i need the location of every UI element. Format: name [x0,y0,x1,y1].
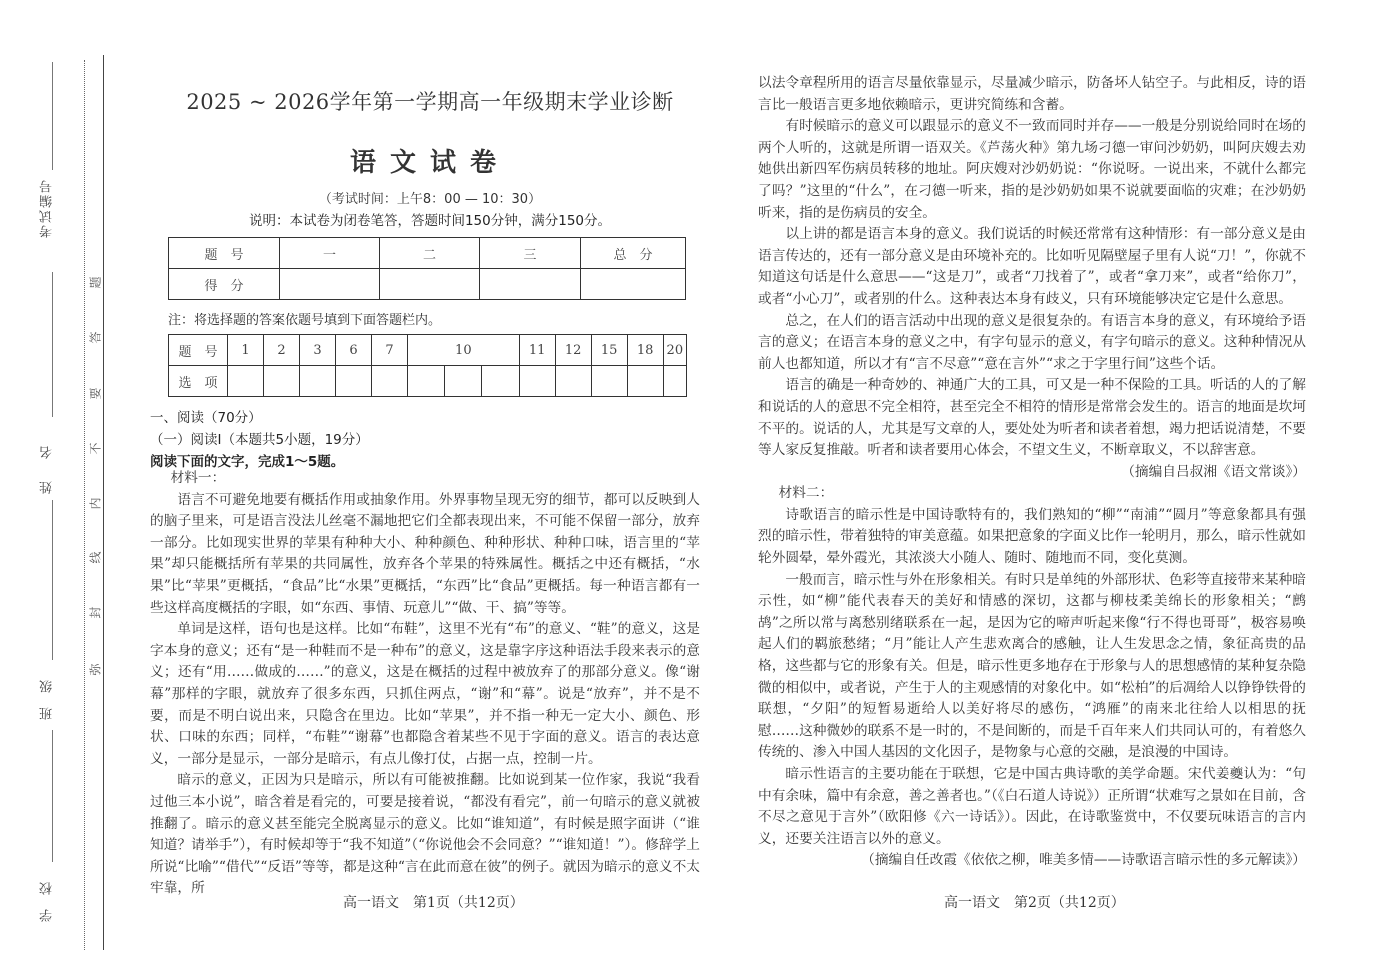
seal-char: 答 [88,331,103,344]
answer-cell[interactable] [482,366,519,397]
page1-footer: 高一语文 第1页（共12页） [343,895,524,911]
name-blank[interactable] [52,272,53,417]
answer-cell[interactable] [519,366,555,397]
seal-dotted-line [84,60,85,950]
page1-body [150,468,700,900]
answer-cell[interactable] [336,366,372,397]
question-number: 7 [372,335,408,366]
class-label: 班级 [40,666,55,720]
score-header: 二 [380,238,480,269]
exam-number-blank[interactable] [52,62,53,170]
question-number: 3 [300,335,336,366]
source-citation: （摘编自吕叔湘《语文常谈》） [1121,463,1306,480]
answer-note: 注：将选择题的答案依题号填到下面答题栏内。 [168,313,442,328]
subsection-heading: （一）阅读Ⅰ（本题共5小题，19分） [150,432,369,448]
paragraph: 一般而言，暗示性与外在形象相关。有时只是单纯的外部形状、色彩等直接带来某种暗示性，如“柳”能代表春天的美好和情感的深切，这都与柳枝柔美绵长的形象相关；“鹧鸪”之所以常与离愁别绪联系在一起，是因为它的啼声听起来像“行不得也哥哥”，极容易唤起人们的羁旅愁绪；“月”能让人产生悲欢离合的感触，让人生发思念之情，象征高贵的品格，这些都与它的形象有关。但是，暗示性更多地存在于形象与人的思想感情的某种复杂隐微的相似中，或者说，产生于人的主观感情的对象化中。如“松柏”的后凋给人以铮铮铁骨的联想，“夕阳”的短暂易逝给人以美好将尽的感伤，“鸿雁”的南来北往给人以相思的抚慰……这种微妙的联系不是一时的，不是间断的，而是千百年来人们共同认可的，有着悠久传统的、渗入中国人基因的文化因子，是物象与心意的交融，是浪漫的中国诗。 [758,571,1306,761]
seal-char: 不 [88,442,103,455]
answer-cell[interactable] [445,366,482,397]
name-label: 姓名 [40,424,55,494]
answer-cell[interactable] [372,366,408,397]
answer-row-label: 选 项 [169,366,228,397]
answer-cell[interactable] [627,366,663,397]
paragraph: 总之，在人们的语言活动中出现的意义是很复杂的。有语言本身的意义，有环境给予语言的意义；在语言本身的意义之中，有字句显示的意义，有字句暗示的意义。这种种情况从前人也都知道，所以才有“言不尽意”“意在言外”“求之于字里行间”这些个话。 [758,312,1306,372]
question-number: 2 [264,335,300,366]
question-number: 6 [336,335,372,366]
score-header: 一 [280,238,380,269]
score-cell[interactable] [380,269,480,300]
question-number: 18 [627,335,663,366]
question-number: 15 [591,335,627,366]
seal-char: 题 [88,276,103,289]
paragraph: 语言的确是一种奇妙的、神通广大的工具，可又是一种不保险的工具。听话的人的了解和说话的人的意思不完全相符，甚至完全不相符的情形是常常会发生的。语言的地面是坎坷不平的。说话的人，尤其是写文章的人，要处处为听者和读者着想，竭力把话说清楚，不要等人家反复推敲。听者和读者要用心体会，不望文生义，不断章取义，不以辞害意。 [758,377,1306,459]
question-number: 10 [408,335,520,366]
paragraph: 以上讲的都是语言本身的意义。我们说话的时候还常常有这种情形：有一部分意义是由语言传达的，还有一部分意义是由环境补充的。比如听见隔壁屋子里有人说“刀！”，你就不知道这句话是什么意思——“这是刀”，或者“刀找着了”，或者“拿刀来”，或者“给你刀”，或者“小心刀”，或者别的什么。这种表达本身有歧义，只有环境能够决定它是什么意思。 [758,226,1306,307]
seal-char: 内 [88,497,103,510]
paragraph: 暗示性语言的主要功能在于联想，它是中国古典诗歌的美学命题。宋代姜夔认为：“句中有余味，篇中有余意，善之善者也。”（《白石道人诗说》）正所谓“状难写之景如在目前，含不尽之意见于言外”（欧阳修《六一诗话》）。因此，在诗歌鉴赏中，不仅要玩味语言的言内义，还要关注语言以外的意义。 [758,766,1306,847]
answer-cell[interactable] [408,366,445,397]
paragraph: 暗示的意义，正因为只是暗示，所以有可能被推翻。比如说到某一位作家，我说“我看过他三本小说”，暗含着是看完的，可要是接着说，“都没有看完”，前一句暗示的意义就被推翻了。暗示的意义甚至能完全脱离显示的意义。比如“谁知道”，有时候是照字面讲（“谁知道？请举手”），有时候却等于“我不知道”（“你说他会不会同意？”“谁知道！”）。修辞学上所说“比喻”“借代”“反语”等等，都是这种“言在此而意在彼”的例子。就因为暗示的意义不太牢靠，所 [150,772,700,897]
school-label: 学校 [40,868,55,922]
score-header: 题 号 [169,238,280,269]
seal-char: 封 [88,606,103,619]
score-cell[interactable] [480,269,581,300]
exam-number-label: 考试编号 [40,178,55,238]
answer-cell[interactable] [264,366,300,397]
score-header: 总 分 [581,238,686,269]
question-number: 12 [555,335,591,366]
school-blank[interactable] [52,730,53,862]
paragraph: 以法令章程所用的语言尽量依靠显示，尽量减少暗示，防备坏人钻空子。与此相反，诗的语言比一般语言更多地依赖暗示，更讲究简练和含蓄。 [758,75,1306,113]
question-number: 1 [228,335,264,366]
exam-time: （考试时间：上午8：00 — 10：30） [318,192,542,207]
section-heading: 一、阅读（70分） [150,410,262,426]
material2-label: 材料二： [778,485,834,502]
subject-title: 语文试卷 [349,148,510,178]
question-number: 20 [663,335,686,366]
exam-instructions: 说明：本试卷为闭卷笔答，答题时间150分钟，满分150分。 [248,213,612,229]
source-citation: （摘编自任改霞《依依之柳，唯美多情——诗歌语言暗示性的多元解读》） [861,852,1306,869]
paragraph: 语言不可避免地要有概括作用或抽象作用。外界事物呈现无穷的细节，都可以反映到人的脑子里来，可是语言没法儿丝毫不漏地把它们全都表现出来，不可能不保留一部分，放弃一部分。比如现实世界的苹果有种种大小、种种颜色、种种形状、种种口味，语言里的“苹果”却只能概括所有苹果的共同属性，放弃各个苹果的特殊属性。概括之中还有概括，“水果”比“苹果”更概括，“食品”比“水果”更概括，“东西”比“食品”更概括。每一种语言都有一些这样高度概括的字眼，如“东西、事情、玩意儿”“做、干、搞”等等。 [150,491,700,616]
answer-cell[interactable] [663,366,686,397]
page2-footer: 高一语文 第2页（共12页） [944,895,1125,911]
score-cell[interactable] [581,269,686,300]
paragraph: 有时候暗示的意义可以跟显示的意义不一致而同时并存——一般是分别说给同时在场的两个人听的，这就是所谓一语双关。《芦荡火种》第九场刁德一审问沙奶奶，叫阿庆嫂去劝她供出新四军伤病员转移的地址。阿庆嫂对沙奶奶说：“你说呀。一说出来，不就什么都完了吗？”这里的“什么”，在刁德一听来，指的是沙奶奶如果不说就要面临的灾难；在沙奶奶听来，指的是伤病员的安全。 [758,118,1306,221]
question-number: 11 [519,335,555,366]
seal-char: 线 [88,551,103,564]
answer-table [168,334,687,397]
score-table [168,237,686,300]
answer-cell[interactable] [300,366,336,397]
seal-char: 弥 [88,663,103,676]
answer-cell[interactable] [228,366,264,397]
answer-header-label: 题 号 [169,335,228,366]
class-blank[interactable] [52,500,53,660]
paragraph: 诗歌语言的暗示性是中国诗歌特有的，我们熟知的“柳”“南浦”“圆月”等意象都具有强烈的暗示性，带着独特的审美意蕴。如果把意象的字面义比作一轮明月，那么，暗示性就如轮外圆晕，晕外霞光，其浓淡大小随人、随时、随地而不同，变化莫测。 [758,506,1306,567]
exam-title: 2025 ~ 2026学年第一学期高一年级期末学业诊断 [186,90,674,114]
material1-label: 材料一： [170,470,226,486]
score-header: 三 [480,238,581,269]
reading-instruction: 阅读下面的文字，完成1～5题。 [150,454,345,470]
answer-cell[interactable] [591,366,627,397]
paragraph: 单词是这样，语句也是这样。比如“布鞋”，这里不光有“布”的意义、“鞋”的意义，这是字本身的意义；还有“是一种鞋而不是一种布”的意义，这是靠字序这种语法手段来表示的意义；还有“用……做成的……”的意义，这是在概括的过程中被放弃了的那部分意义。像“谢幕”那样的字眼，就放弃了很多东西，只抓住两点，“谢”和“幕”。说是“放弃”，并不是不要，而是不明白说出来，只隐含在里边。比如“苹果”，并不指一种无一定大小、颜色、形状、口味的东西；同样，“布鞋”“谢幕”也都隐含着某些不见于字面的意义。语言的表达意义，一部分是显示，一部分是暗示，有点儿像打仗，占据一点，控制一片。 [150,621,700,767]
page2-body [758,73,1306,872]
answer-cell[interactable] [555,366,591,397]
seal-char: 要 [88,387,103,400]
score-row-label: 得 分 [169,269,280,300]
score-cell[interactable] [280,269,380,300]
